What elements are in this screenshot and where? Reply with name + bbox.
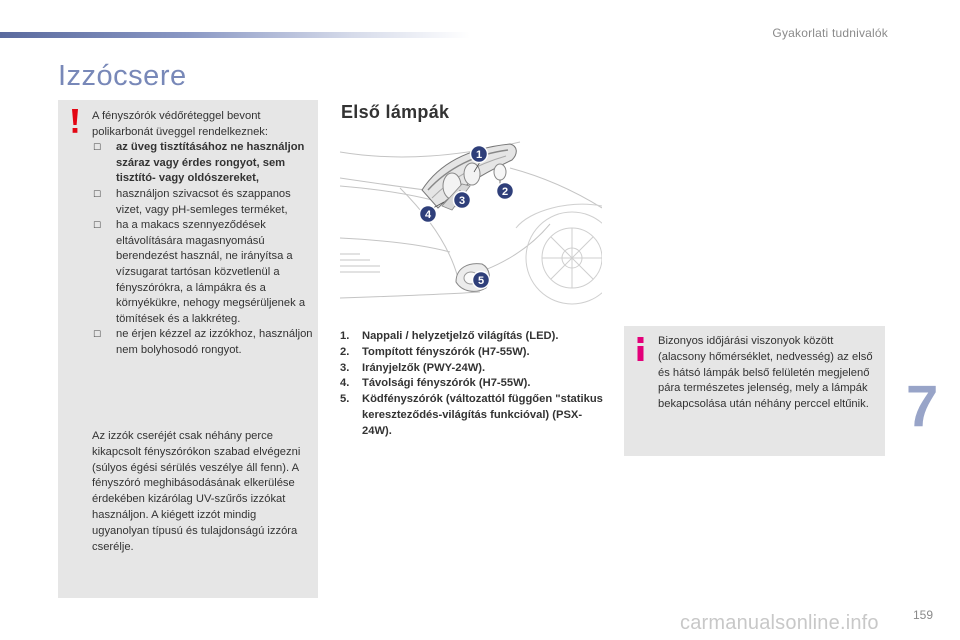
svg-text:2: 2 <box>501 186 509 198</box>
watermark: carmanualsonline.info <box>680 612 879 634</box>
callout-3 <box>454 192 471 209</box>
checkbox-icon: ☐ <box>93 329 102 340</box>
info-text: Bizonyos időjárási viszonyok között (alacsony hőmérséklet, nedvesség) az első és hátsó lámpák belső felületén megjelenő pára természetes jelenség, mely a lámpák bekapcsolása után néhány perccel eltűnik. <box>658 335 873 411</box>
list-item: ☐ az üveg tisztításához ne használjon száraz vagy érdes rongyot, sem tisztító- vagy oldószereket, <box>92 140 314 187</box>
list-item: 4. Távolsági fényszórók (H7-55W). <box>340 377 531 390</box>
warning-text <box>92 109 314 359</box>
section-title: Első lámpák <box>341 102 450 122</box>
header-bar <box>0 32 470 38</box>
callout-5 <box>473 272 490 289</box>
warning-icon <box>68 108 82 134</box>
page-title: Izzócsere <box>58 60 187 92</box>
checkbox-icon: ☐ <box>93 220 102 231</box>
lamp-list <box>340 329 610 440</box>
page-number: 159 <box>913 608 934 622</box>
warning-box <box>58 100 318 598</box>
list-item: 2. Tompított fényszórók (H7-55W). <box>340 345 530 358</box>
list-item: 3. Irányjelzők (PWY-24W). <box>340 361 486 374</box>
callout-1 <box>471 146 488 163</box>
svg-text:5: 5 <box>477 275 485 287</box>
checkbox-icon: ☐ <box>93 188 102 199</box>
callout-2 <box>497 183 514 200</box>
info-icon <box>636 336 646 362</box>
chapter-number: 7 <box>906 374 939 439</box>
list-item: ☐ ha a makacs szennyeződések eltávolítására magasnyomású berendezést használ, ne irányítsa a vízsugarat tartósan közvetlenül a fényszórókra, a lámpákra és a környékükre, nehogy megsérüljenek a tömítések és a lakkréteg. <box>92 218 314 327</box>
info-box <box>624 326 885 456</box>
headlamp-illustration <box>340 128 602 312</box>
warning-paragraph: Az izzók cseréjét csak néhány perce kikapcsolt fényszórókon szabad elvégezni (súlyos égési sérülés veszélye áll fenn). A fényszóró meghibásodásának elkerülése érdekében kizárólag UV-szűrős izzókat használjon. A kiégett izzót mindig ugyanolyan típusú és tulajdonságú izzóra cserélje. <box>92 430 301 553</box>
svg-text:3: 3 <box>458 195 466 207</box>
list-item: ☐ ne érjen kézzel az izzókhoz, használjon nem bolyhosodó rongyot. <box>92 327 314 358</box>
checkbox-icon: ☐ <box>93 142 102 153</box>
list-item: 5. Ködfényszórók (változattól függően "statikus kereszteződés-világítás funkcióval) (PSX-24W). <box>340 393 603 437</box>
svg-text:4: 4 <box>424 209 432 221</box>
warning-intro: A fényszórók védőréteggel bevont polikarbonát üveggel rendelkeznek: <box>92 110 269 138</box>
callout-4 <box>420 206 437 223</box>
list-item: 1. Nappali / helyzetjelző világítás (LED). <box>340 330 559 342</box>
svg-text:1: 1 <box>475 149 483 161</box>
list-item: ☐ használjon szivacsot és szappanos vizet, vagy pH-semleges terméket, <box>92 187 314 218</box>
section-header: Gyakorlati tudnivalók <box>772 26 888 40</box>
